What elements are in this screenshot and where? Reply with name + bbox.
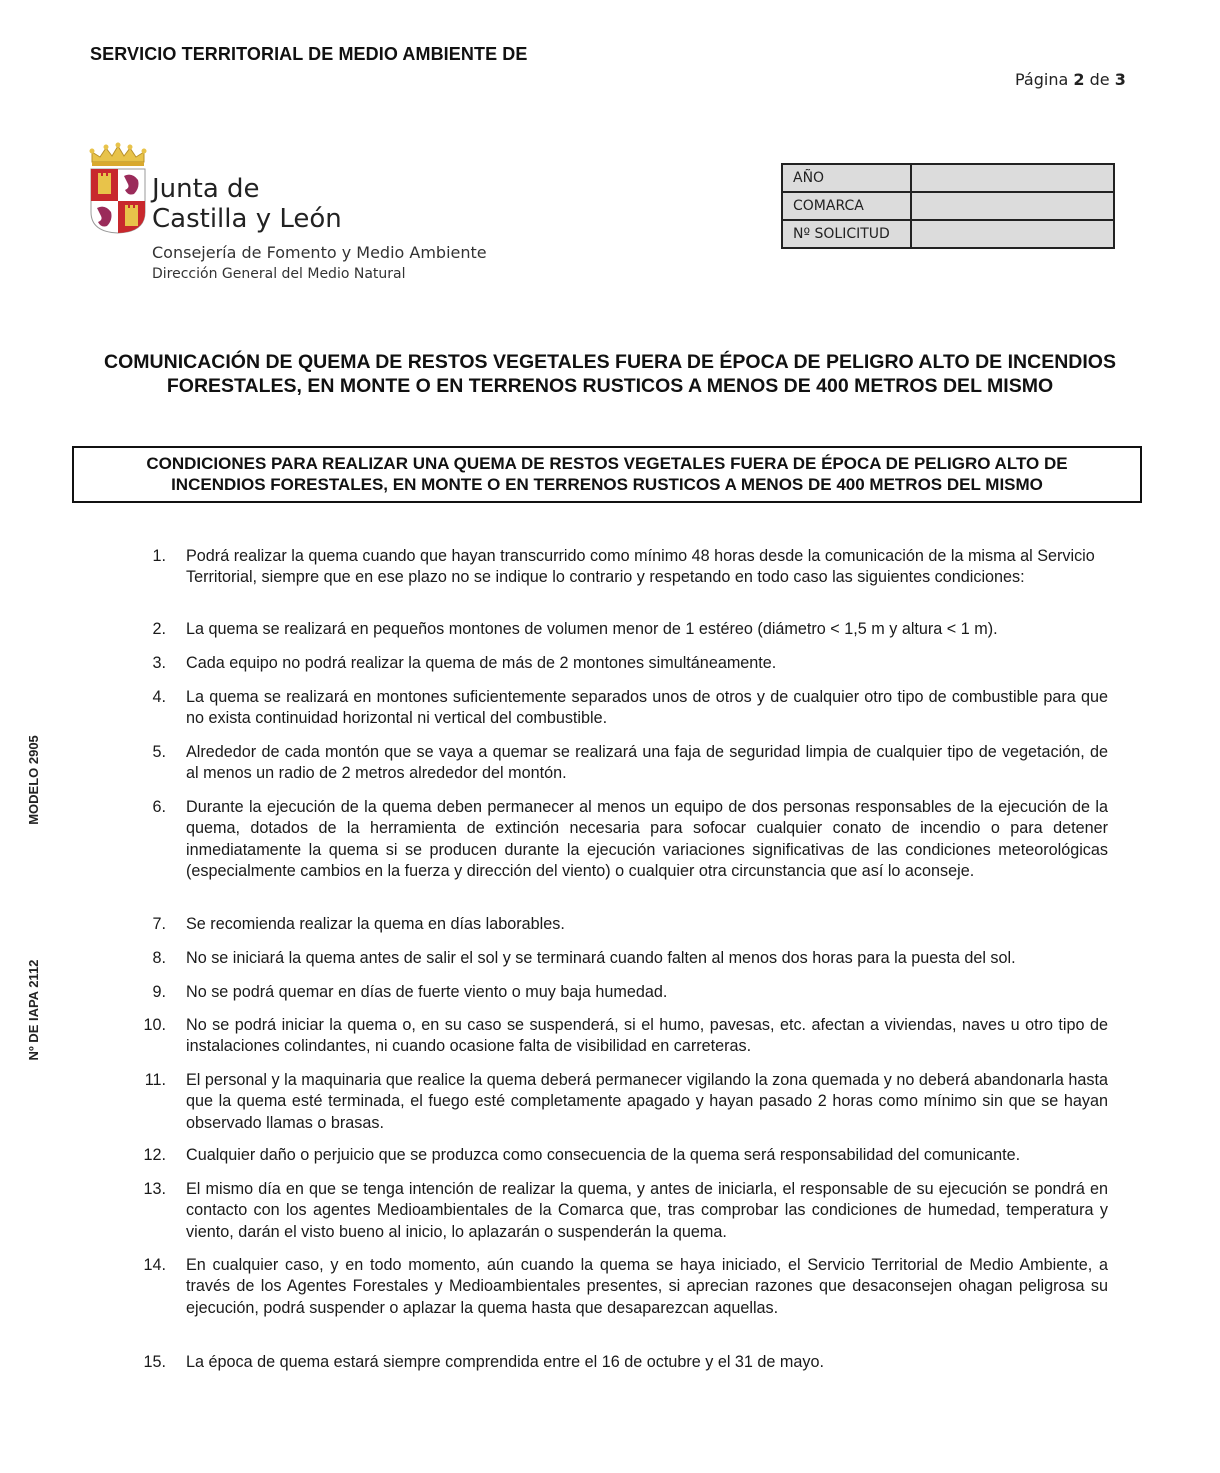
item-text: Durante la ejecución de la quema deben permanecer al menos un equipo de dos personas responsables de la ejecución de la quema, dotados de la herramienta de extinción necesaria para sofocar cualquier conato de incendio o para detener inmediatamente la quema si se producen durante la ejecución variaciones significativas de las condiciones meteorológicas (especialmente cambios en la fuerza y dirección del viento) o cualquier otra circunstancia que así lo aconseje.	[186, 798, 1108, 880]
page-number	[1015, 70, 1126, 89]
item-number: 6.	[152, 798, 166, 816]
registry-row-solicitud	[782, 220, 1114, 248]
year-field[interactable]	[911, 164, 1114, 192]
item-number: 7.	[152, 915, 166, 933]
document-title	[60, 350, 1160, 398]
page-current: 2	[1073, 70, 1085, 89]
solicitud-field[interactable]	[911, 220, 1114, 248]
title-line1: COMUNICACIÓN DE QUEMA DE RESTOS VEGETALES FUERA DE ÉPOCA DE PELIGRO ALTO DE INCENDIOS	[104, 351, 1116, 373]
item-number: 10.	[143, 1016, 166, 1034]
item-text: El mismo día en que se tenga intención de realizar la quema, y antes de iniciarla, el responsable de su ejecución se pondrá en contacto con los agentes Medioambientales de la Comarca que, tras comprobar las condiciones de humedad, temperatura y viento, darán el visto bueno al inicio, lo aplazarán o suspenderán la quema.	[186, 1180, 1108, 1241]
list-item	[140, 1145, 1135, 1166]
logo-name-line2: Castilla y León	[152, 204, 342, 234]
item-text: No se iniciará la quema antes de salir el sol y se terminará cuando falten al menos dos horas para la puesta del sol.	[186, 949, 1016, 967]
item-number: 5.	[152, 743, 166, 761]
item-text: La quema se realizará en montones suficientemente separados unos de otros y de cualquier otro tipo de combustible para que no exista continuidad horizontal ni vertical del combustible.	[186, 688, 1108, 728]
list-item	[140, 687, 1108, 730]
item-text: En cualquier caso, y en todo momento, aún cuando la quema se haya iniciado, el Servicio Territorial de Medio Ambiente, a través de los Agentes Forestales y Medioambientales presentes, si aprecian razones que desaconsejen ohagan peligrosa su ejecución, podrá suspender o aplazar la quema hasta que desaparezcan aquellas.	[186, 1256, 1108, 1317]
item-text: La época de quema estará siempre comprendida entre el 16 de octubre y el 31 de mayo.	[186, 1353, 824, 1371]
registry-label: Nº SOLICITUD	[782, 220, 911, 248]
item-text: El personal y la maquinaria que realice la quema deberá permanecer vigilando la zona quemada y no deberá abandonarla hasta que la quema esté terminada, el fuego esté completamente apagado y hayan pasado 2 horas como mínimo sin que se hayan observado llamas o brasas.	[186, 1071, 1108, 1132]
shield-icon	[91, 169, 145, 233]
list-item	[140, 1015, 1108, 1058]
list-item	[140, 653, 1108, 674]
conditions-heading	[74, 453, 1140, 495]
item-text: Alrededor de cada montón que se vaya a quemar se realizará una faja de seguridad limpia de cualquier tipo de vegetación, de al menos un radio de 2 metros alrededor del montón.	[186, 743, 1108, 783]
item-number: 14.	[143, 1256, 166, 1274]
conditions-heading-line2: INCENDIOS FORESTALES, EN MONTE O EN TERRENOS RUSTICOS A MENOS DE 400 METROS DEL MISMO	[171, 475, 1043, 494]
service-header: SERVICIO TERRITORIAL DE MEDIO AMBIENTE DE	[90, 44, 528, 64]
conditions-heading-line1: CONDICIONES PARA REALIZAR UNA QUEMA DE RESTOS VEGETALES FUERA DE ÉPOCA DE PELIGRO ALTO DE	[146, 454, 1068, 473]
list-item	[140, 914, 1108, 935]
coat-of-arms-logo	[88, 142, 148, 236]
list-item	[140, 742, 1108, 785]
side-modelo-label: MODELO 2905	[26, 735, 41, 825]
item-number: 2.	[152, 620, 166, 638]
list-item	[140, 797, 1108, 882]
logo-direccion: Dirección General del Medio Natural	[152, 266, 406, 282]
side-iapa-label: Nº DE IAPA 2112	[26, 959, 41, 1061]
item-text: No se podrá quemar en días de fuerte viento o muy baja humedad.	[186, 983, 668, 1001]
title-line2: FORESTALES, EN MONTE O EN TERRENOS RUSTICOS A MENOS DE 400 METROS DEL MISMO	[166, 375, 1054, 397]
item-number: 1.	[152, 547, 166, 565]
logo-consejeria: Consejería de Fomento y Medio Ambiente	[152, 243, 487, 262]
item-text: Cada equipo no podrá realizar la quema de más de 2 montones simultáneamente.	[186, 654, 777, 672]
list-item	[140, 1179, 1108, 1243]
list-item	[140, 1070, 1108, 1134]
registry-table	[781, 163, 1115, 249]
registry-row-year	[782, 164, 1114, 192]
page-total: 3	[1114, 70, 1126, 89]
registry-label: COMARCA	[782, 192, 911, 220]
item-number: 8.	[152, 949, 166, 967]
item-text: No se podrá iniciar la quema o, en su caso se suspenderá, si el humo, pavesas, etc. afectan a viviendas, naves u otro tipo de instalaciones colindantes, ni cuando ocasione falta de visibilidad en carreteras.	[186, 1016, 1108, 1056]
list-item	[140, 1352, 1108, 1373]
item-number: 15.	[143, 1353, 166, 1371]
item-text: Cualquier daño o perjuicio que se produzca como consecuencia de la quema será responsabilidad del comunicante.	[186, 1146, 1021, 1164]
list-item	[140, 1255, 1108, 1319]
logo-name-line1: Junta de	[152, 174, 260, 204]
registry-label: AÑO	[782, 164, 911, 192]
item-text: La quema se realizará en pequeños montones de volumen menor de 1 estéreo (diámetro < 1,5 m y altura < 1 m).	[186, 620, 998, 638]
list-item	[140, 948, 1130, 969]
list-item	[140, 982, 1108, 1003]
conditions-heading-box	[72, 446, 1142, 503]
item-text: Se recomienda realizar la quema en días laborables.	[186, 915, 565, 933]
item-number: 4.	[152, 688, 166, 706]
item-number: 3.	[152, 654, 166, 672]
page-label: Página	[1015, 70, 1069, 89]
item-number: 9.	[152, 983, 166, 1001]
registry-row-comarca	[782, 192, 1114, 220]
item-number: 11.	[144, 1071, 166, 1089]
page-of: de	[1089, 70, 1110, 89]
logo-wordmark	[152, 174, 342, 234]
crown-icon	[90, 143, 147, 167]
item-number: 13.	[143, 1180, 166, 1198]
comarca-field[interactable]	[911, 192, 1114, 220]
item-text: Podrá realizar la quema cuando que hayan transcurrido como mínimo 48 horas desde la comunicación de la misma al Servicio Territorial, siempre que en ese plazo no se indique lo contrario y respetando en todo caso las siguientes condiciones:	[186, 547, 1095, 587]
list-item	[140, 546, 1108, 589]
item-number: 12.	[143, 1146, 166, 1164]
list-item	[140, 619, 1108, 640]
